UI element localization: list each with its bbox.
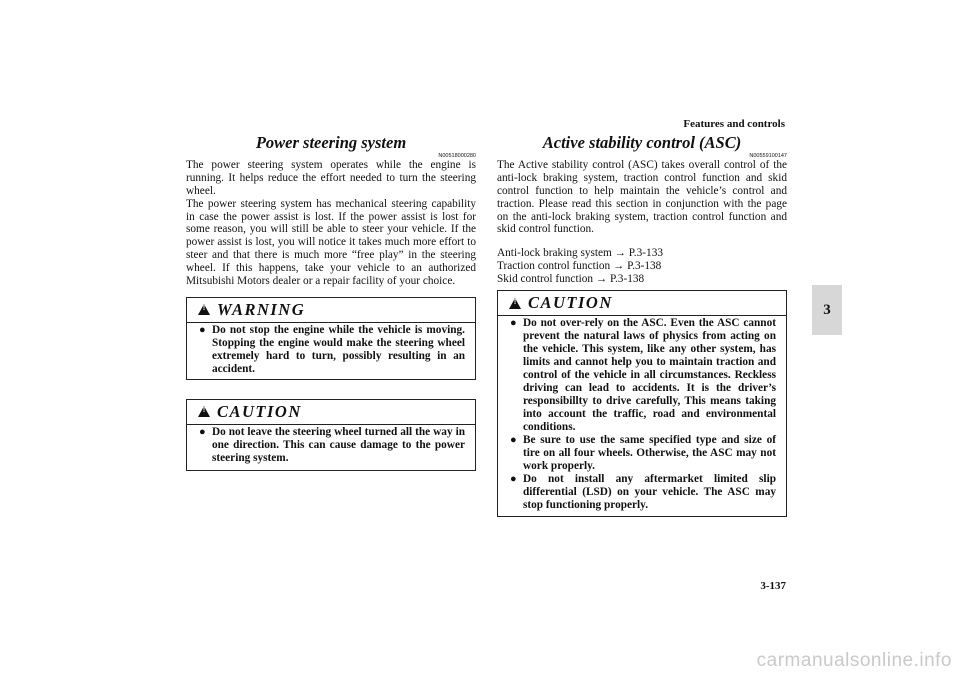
warning-header	[187, 298, 475, 323]
left-caution-box	[186, 399, 476, 471]
reference-abs: Anti-lock braking system → P.3-133	[497, 247, 663, 260]
reference-list	[497, 247, 787, 286]
bullet-icon: ●	[510, 317, 517, 330]
right-caution-header	[498, 291, 786, 316]
warning-item-text: Do not stop the engine while the vehicle is moving. Stopping the engine would make the steering wheel extremely hard to turn, possibly resulting in an accident.	[212, 323, 465, 375]
right-caution-item	[510, 473, 776, 512]
bullet-icon: ●	[510, 434, 517, 447]
caution-triangle-icon: !	[198, 406, 210, 417]
warning-item	[199, 324, 465, 376]
bullet-icon: ●	[510, 473, 517, 486]
right-caution-item	[510, 434, 776, 473]
right-column	[497, 133, 787, 517]
reference-skid: Skid control function → P.3-138	[497, 273, 645, 286]
bullet-icon: ●	[199, 425, 206, 438]
reference-traction: Traction control function → P.3-138	[497, 260, 662, 273]
left-caution-item-text: Do not leave the steering wheel turned all the way in one direction. This can cause damage to the power steering system.	[212, 425, 465, 464]
left-caution-title: CAUTION	[217, 401, 302, 421]
left-paragraph-1: The power steering system operates while the engine is running. It helps reduce the effort needed to turn the steering wheel.	[186, 158, 476, 197]
right-caution-item-text: Be sure to use the same specified type and size of tire on all four wheels. Otherwise, the ASC may not work properly.	[523, 434, 776, 473]
bullet-icon: ●	[199, 323, 206, 336]
left-paragraph-2: The power steering system has mechanical steering capability in case the power assist is lost. If the power assist is lost for some reason, you will still be able to steer your vehicle. If the power assist is lost, you will notice it takes much more effort to steer and that there is much more “free play” in the steering wheel. If this happens, take your vehicle to an authorized Mitsubishi Motors dealer or a repair facility of your choice.	[186, 197, 476, 288]
right-code: N00559100147	[749, 152, 787, 159]
warning-triangle-icon: !	[198, 304, 210, 315]
right-caution-title: CAUTION	[528, 292, 613, 312]
right-paragraph: The Active stability control (ASC) takes overall control of the anti-lock braking system, traction control function and skid control function to help maintain the vehicle’s control and traction. Please read this section in conjunction with the page on the anti-lock braking system, traction control function and skid control function.	[497, 158, 787, 236]
chapter-tab: 3	[812, 285, 842, 335]
header-section-title: Features and controls	[683, 118, 785, 130]
right-caution-item-text: Do not install any aftermarket limited slip differential (LSD) on your vehicle. The ASC may stop functioning properly.	[523, 473, 776, 512]
caution-triangle-icon: !	[509, 298, 521, 309]
warning-title: WARNING	[217, 299, 306, 319]
page-number: 3-137	[760, 580, 786, 592]
left-heading: Power steering system	[255, 133, 407, 152]
right-caution-item	[510, 317, 776, 434]
left-code: N00518000280	[438, 152, 476, 159]
right-heading: Active stability control (ASC)	[542, 133, 742, 152]
right-caution-item-text: Do not over-rely on the ASC. Even the ASC cannot prevent the natural laws of physics from acting on the vehicle. This system, like any other system, has limits and cannot help you to maintain traction and control of the vehicle in all circumstances. Reckless driving can lead to accidents. It is the driver’s responsibillty to drive carefully, This means taking into account the traffic, road and environmental conditions.	[523, 317, 776, 434]
left-caution-item	[199, 426, 465, 465]
right-caution-box	[497, 290, 787, 517]
left-column	[186, 133, 476, 471]
warning-box	[186, 297, 476, 380]
watermark: carmanualsonline.info	[756, 650, 952, 671]
left-caution-header	[187, 400, 475, 425]
